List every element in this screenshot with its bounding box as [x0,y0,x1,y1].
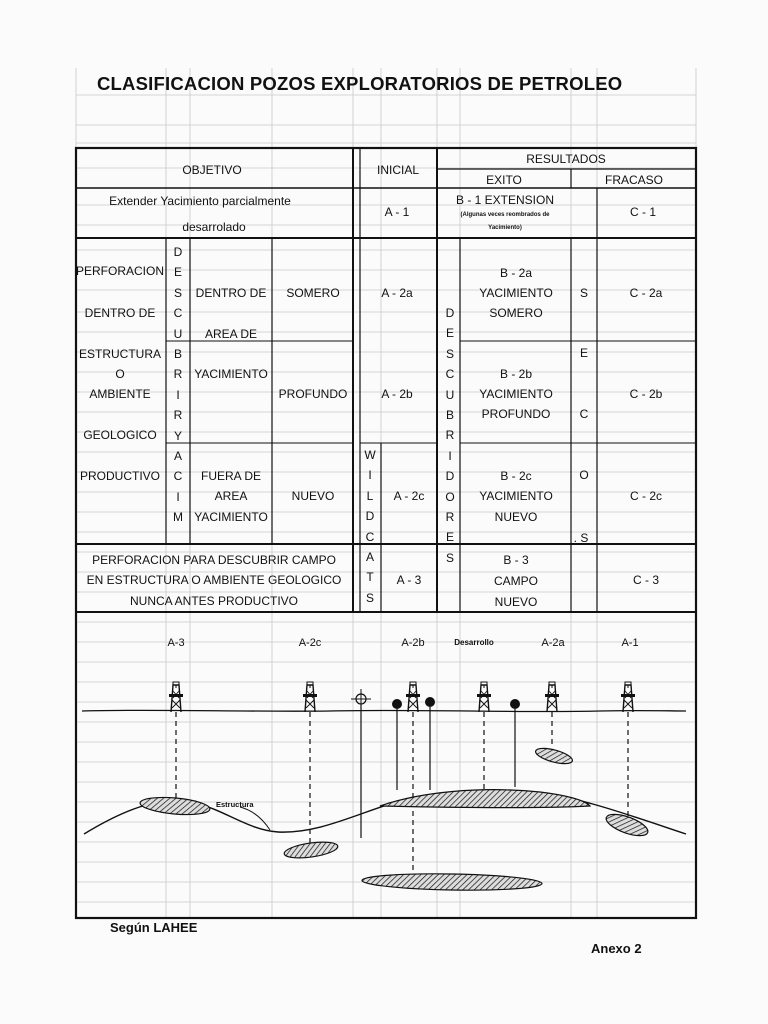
secos-o: O [579,468,589,482]
wildcats-letter: W [364,448,376,462]
descubridores-letter: D [445,306,455,320]
row1-objetivo-line2: desarrolado [182,220,246,234]
b2b-code: B - 2b [499,367,533,381]
left-label-estructura: ESTRUCTURA [78,347,162,361]
descubrir-letter: R [173,408,183,423]
descubrir-letter: D [173,245,183,259]
descubridores-letter: D [445,469,455,484]
left-label-productivo: PRODUCTIVO [79,469,161,483]
inicial-a3: A - 3 [396,573,422,587]
inicial-a2c: A - 2c [393,489,425,503]
descubridores-letter: R [445,428,455,443]
diagram-label-a1: A-1 [621,637,639,649]
descubridores-letter: S [445,550,455,565]
sub-dentro-de: DENTRO DE [195,286,267,300]
b2c-nuevo: NUEVO [494,510,538,524]
descubrir-letter: C [173,469,183,484]
left-label-ambiente: AMBIENTE [89,387,151,401]
sub-area-de: AREA DE [204,327,258,341]
descubridores-letter: C [445,367,455,382]
wildcats-letter: S [365,590,375,605]
footer-source: Según LAHEE [110,920,198,935]
diagram-label-a2c: A-2c [298,637,322,649]
row1-exito: B - 1 EXTENSION [455,193,555,207]
descubrir-letter: U [173,326,183,341]
rig-a1-icon [621,682,635,712]
header-objetivo: OBJETIVO [182,163,242,177]
inicial-a2b: A - 2b [381,387,413,401]
row1-exito-note-line1: (Algunas veces reombrados de [460,212,550,218]
row1-objetivo-line1: Extender Yacimiento parcialmente [109,194,291,208]
b2a-code: B - 2a [499,266,533,280]
fracaso-c2b: C - 2b [629,387,663,401]
wildcats-letter: I [368,468,372,483]
b2a-somero: SOMERO [489,306,543,320]
fracaso-c3: C - 3 [632,573,660,587]
descubrir-letter: I [176,387,180,402]
header-fracaso: FRACASO [604,173,664,187]
b3-nuevo: NUEVO [494,595,538,609]
page-title: CLASIFICACION POZOS EXPLORATORIOS DE PETROLEO [97,73,623,94]
wildcats-letter: T [366,570,374,585]
inicial-a2a: A - 2a [381,286,413,300]
sub-yacimiento: YACIMIENTO [194,367,268,381]
sub-fuera-de: FUERA DE [200,469,262,483]
wildcats-letter: D [365,509,375,524]
diagram-label-a3: A-3 [167,637,185,649]
descubridores-letter: O [445,489,455,504]
bottom-row-line1: PERFORACION PARA DESCUBRIR CAMPO [92,553,336,567]
diagram-label-desarrollo: Desarrollo [454,638,494,647]
secos-e: E [579,346,589,360]
rig-a2b-icon [406,682,420,712]
left-label-geologico: GEOLOGICO [83,428,157,442]
b2a-yacimiento: YACIMIENTO [479,286,553,300]
fracaso-c2a: C - 2a [629,286,663,300]
descubrir-letter: A [173,449,183,463]
left-label-dentro-de: DENTRO DE [84,306,156,320]
left-label-perforacion: PERFORACION [75,264,165,278]
descubridores-letter: I [448,448,452,463]
descubrir-letter: M [173,510,183,525]
rig-desarrollo-icon [477,682,491,712]
secos-c: C [579,407,589,421]
sub-nuevo: NUEVO [291,489,335,503]
b2c-yacimiento: YACIMIENTO [479,489,553,503]
descubridores-letter: R [445,510,455,524]
b2b-profundo: PROFUNDO [481,407,551,421]
header-resultados: RESULTADOS [526,152,606,166]
sub-somero: SOMERO [286,286,340,300]
header-inicial: INICIAL [376,163,420,177]
wildcats-letter: A [365,550,375,564]
diagram-label-a2b: A-2b [401,637,425,649]
diagram-label-estructura: Estructura [216,800,254,809]
header-exito: EXITO [486,173,522,187]
row1-fracaso: C - 1 [629,205,657,219]
b3-code: B - 3 [503,553,529,567]
diagram-label-a2a: A-2a [541,637,565,649]
bottom-row-line3: NUNCA ANTES PRODUCTIVO [129,594,299,608]
b2b-yacimiento: YACIMIENTO [479,387,553,401]
row1-exito-note-line2: Yacimiento) [488,225,522,231]
b2c-code: B - 2c [500,469,532,483]
descubridores-letter: E [445,326,455,341]
producing-well-icon [510,699,520,709]
descubridores-letter: B [445,408,455,422]
fracaso-c2c: C - 2c [629,489,663,503]
left-label-o: O [115,367,125,381]
descubrir-letter: I [176,489,180,504]
sub-profundo: PROFUNDO [278,387,348,401]
wildcats-letter: L [366,488,374,503]
row1-inicial: A - 1 [384,205,410,219]
descubrir-letter: C [173,306,183,321]
descubridores-letter: E [445,530,455,545]
b3-campo: CAMPO [493,574,539,588]
footer-annex: Anexo 2 [591,941,642,956]
producing-well-icon [425,697,435,707]
descubrir-letter: Y [173,428,183,443]
producing-well-icon [392,699,402,709]
descubrir-letter: S [173,285,183,300]
secos-s: S [579,286,589,300]
descubridores-letter: S [445,346,455,361]
sub-area: AREA [214,489,248,503]
wildcats-letter: C [365,529,375,544]
rig-a2c-icon [303,682,317,712]
descubrir-letter: E [173,265,183,280]
descubrir-letter: R [173,367,183,382]
descubridores-letter: U [445,387,455,402]
secos-s-2: . S [573,531,589,545]
bottom-row-line2: EN ESTRUCTURA O AMBIENTE GEOLOGICO [86,573,342,587]
rig-a2a-icon [545,682,559,712]
descubrir-letter: B [173,347,183,361]
rig-a3-icon [169,682,183,712]
sub-yacimiento-2: YACIMIENTO [194,510,268,524]
